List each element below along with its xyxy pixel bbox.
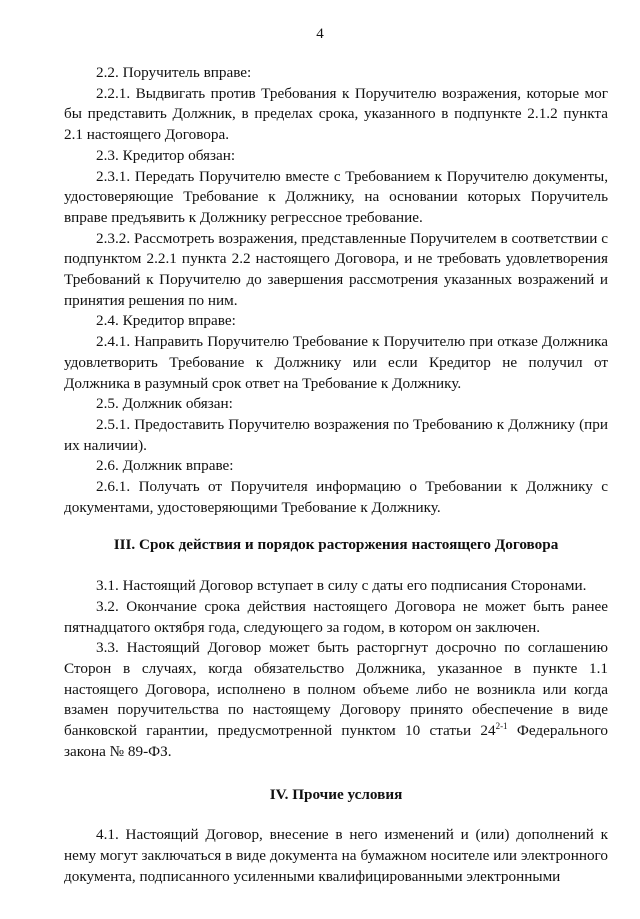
clause-3-3 (64, 638, 608, 762)
clause-2-6-1: 2.6.1. Получать от Поручителя информацию о Требовании к Должнику с документами, удостоверяющими Требование к Должнику. (64, 478, 608, 516)
clause-3-3-text: 3.3. Настоящий Договор может быть расторгнут досрочно по соглашению Сторон в случаях, когда обязательство Должника, указанное в пункте 1.1 настоящего Договора, исполнено в полном объеме либо не возникла или когда взамен поручительства по настоящему Договору принято обеспечение в виде банковской гарантии, предусмотренной пунктом 10 статьи 24 (64, 639, 608, 740)
clause-2-6: 2.6. Должник вправе: (96, 457, 234, 475)
section-4-heading: IV. Прочие условия (269, 785, 403, 803)
clause-3-1: 3.1. Настоящий Договор вступает в силу с даты его подписания Сторонами. (96, 577, 587, 595)
section-3-heading: III. Срок действия и порядок расторжения настоящего Договора (113, 536, 559, 554)
clause-4-1: 4.1. Настоящий Договор, внесение в него изменений и (или) дополнений к нему могут заключаться в виде документа на бумажном носителе или электронного документа, подписанного усиленными квалифицированными электронными (64, 826, 608, 885)
article-superscript: 2-1 (495, 721, 508, 732)
clause-2-2: 2.2. Поручитель вправе: (96, 64, 252, 81)
clause-2-4: 2.4. Кредитор вправе: (96, 312, 236, 330)
clause-2-2-1: 2.2.1. Выдвигать против Требования к Поручителю возражения, которые мог бы представить Должник, в пределах срока, указанного в подпункте 2.1.2 пункта 2.1 настоящего Договора. (64, 84, 608, 144)
clause-2-5-1: 2.5.1. Предоставить Поручителю возражения по Требованию к Должнику (при их наличии). (64, 415, 608, 454)
clause-2-3: 2.3. Кредитор обязан: (96, 146, 236, 164)
clause-2-3-2: 2.3.2. Рассмотреть возражения, представленные Поручителем в соответствии с подпунктом 2.2.1 пункта 2.2 настоящего Договора, и не требовать удовлетворения Требований к Поручителю до завершения рассмотрения указанных возражений и принятия решения по ним. (64, 229, 608, 309)
clause-2-5: 2.5. Должник обязан: (96, 395, 233, 413)
clause-3-3-text-end: Федерального закона № 89-ФЗ. (64, 722, 608, 760)
clause-2-4-1: 2.4.1. Направить Поручителю Требование к Поручителю при отказе Должника удовлетворить Требование к Должнику или если Кредитор не получил от Должника в разумный срок ответ на Требование к Должнику. (64, 333, 608, 392)
clause-3-2: 3.2. Окончание срока действия настоящего Договора не может быть ранее пятнадцатого октября года, следующего за годом, в котором он заключен. (64, 597, 608, 636)
page-number: 4 (316, 26, 324, 42)
clause-2-3-1: 2.3.1. Передать Поручителю вместе с Требованием к Поручителю документы, удостоверяющие Требование к Должнику, на основании которых Поручитель вправе предъявить к Должнику регрессное требование. (64, 167, 608, 226)
document-body (64, 63, 608, 887)
